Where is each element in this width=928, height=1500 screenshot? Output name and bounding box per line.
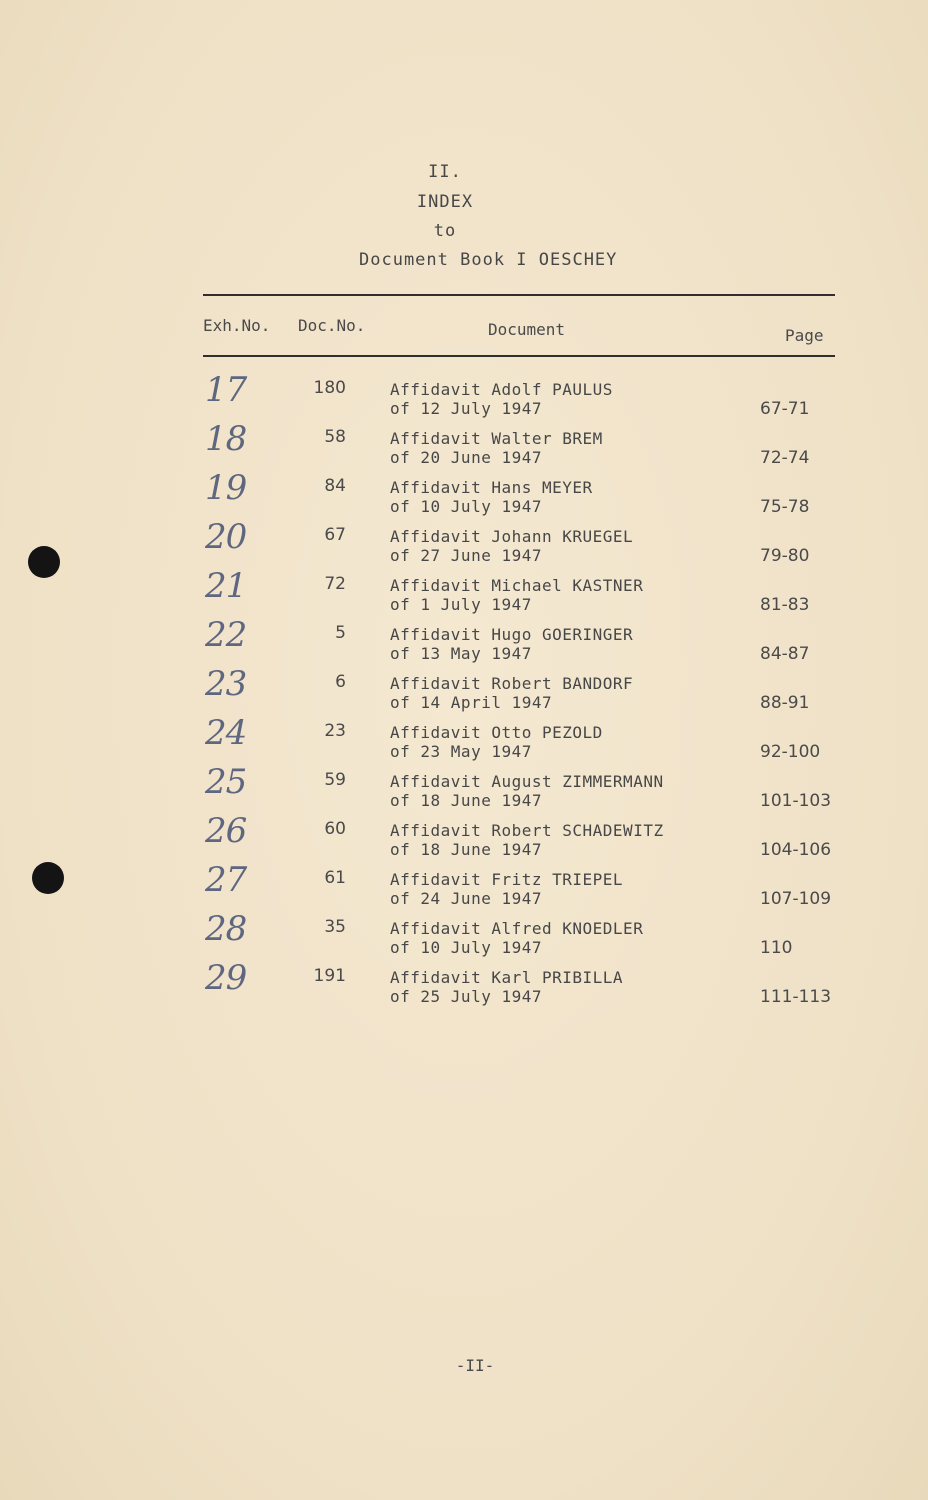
document-date: of 20 June 1947 — [390, 448, 542, 467]
exhibit-number: 28 — [205, 909, 247, 949]
document-title: Affidavit Michael KASTNER — [390, 576, 644, 595]
page-range: 88-91 — [760, 693, 810, 713]
table-row — [0, 468, 928, 525]
exhibit-number: 22 — [205, 615, 247, 655]
document-title: Affidavit Fritz TRIEPEL — [390, 870, 624, 889]
document-date: of 25 July 1947 — [390, 987, 542, 1006]
table-row — [0, 762, 928, 819]
page-footer: -II- — [455, 1356, 495, 1375]
document-number: 191 — [313, 966, 346, 986]
document-date: of 10 July 1947 — [390, 938, 542, 957]
exhibit-number: 29 — [205, 958, 247, 998]
page-range: 79-80 — [760, 546, 810, 566]
document-number: 23 — [324, 721, 346, 741]
document-number: 84 — [324, 476, 346, 496]
document-date: of 14 April 1947 — [390, 693, 553, 712]
document-title: Affidavit Hugo GOERINGER — [390, 625, 634, 644]
document-date: of 18 June 1947 — [390, 840, 542, 859]
document-title: Affidavit Robert BANDORF — [390, 674, 634, 693]
document-number: 60 — [324, 819, 346, 839]
exhibit-number: 27 — [205, 860, 247, 900]
page-range: 92-100 — [760, 742, 821, 762]
document-date: of 23 May 1947 — [390, 742, 532, 761]
exhibit-number: 24 — [205, 713, 247, 753]
page-range: 84-87 — [760, 644, 810, 664]
table-row — [0, 517, 928, 574]
document-number: 61 — [324, 868, 346, 888]
document-date: of 10 July 1947 — [390, 497, 542, 516]
exhibit-number: 20 — [205, 517, 247, 557]
document-date: of 24 June 1947 — [390, 889, 542, 908]
table-row — [0, 713, 928, 770]
page-range: 101-103 — [760, 791, 832, 811]
document-number: 35 — [324, 917, 346, 937]
document-number: 72 — [324, 574, 346, 594]
table-row — [0, 811, 928, 868]
document-date: of 27 June 1947 — [390, 546, 542, 565]
document-title: Affidavit Hans MEYER — [390, 478, 593, 497]
heading-to: to — [433, 221, 457, 241]
document-title: Affidavit Johann KRUEGEL — [390, 527, 634, 546]
exhibit-number: 19 — [205, 468, 247, 508]
page-range: 104-106 — [760, 840, 832, 860]
document-number: 59 — [324, 770, 346, 790]
document-title: Affidavit Alfred KNOEDLER — [390, 919, 644, 938]
document-date: of 13 May 1947 — [390, 644, 532, 663]
table-row — [0, 909, 928, 966]
column-header-exh-no: Exh.No. — [203, 316, 271, 335]
exhibit-number: 23 — [205, 664, 247, 704]
heading-document-book: Document Book I OESCHEY — [359, 250, 618, 270]
exhibit-number: 25 — [205, 762, 247, 802]
table-row — [0, 566, 928, 623]
exhibit-number: 17 — [205, 370, 247, 410]
document-number: 6 — [335, 672, 346, 692]
page-range: 75-78 — [760, 497, 810, 517]
page-range: 110 — [760, 938, 793, 958]
table-row — [0, 419, 928, 476]
column-header-page: Page — [785, 326, 824, 345]
column-header-document: Document — [488, 320, 566, 339]
table-row — [0, 860, 928, 917]
document-date: of 18 June 1947 — [390, 791, 542, 810]
document-date: of 12 July 1947 — [390, 399, 542, 418]
document-title: Affidavit Karl PRIBILLA — [390, 968, 624, 987]
document-number: 180 — [313, 378, 346, 398]
document-title: Affidavit Robert SCHADEWITZ — [390, 821, 664, 840]
exhibit-number: 26 — [205, 811, 247, 851]
heading-index: INDEX — [416, 192, 474, 212]
page-range: 111-113 — [760, 987, 832, 1007]
document-date: of 1 July 1947 — [390, 595, 532, 614]
page-range: 107-109 — [760, 889, 832, 909]
table-row — [0, 958, 928, 1015]
document-number: 58 — [324, 427, 346, 447]
top-rule — [203, 294, 835, 296]
page-range: 72-74 — [760, 448, 810, 468]
document-number: 67 — [324, 525, 346, 545]
exhibit-number: 21 — [205, 566, 247, 606]
document-title: Affidavit Adolf PAULUS — [390, 380, 613, 399]
header-rule — [203, 355, 835, 357]
table-row — [0, 615, 928, 672]
page-range: 67-71 — [760, 399, 810, 419]
table-row — [0, 370, 928, 427]
heading-roman-numeral: II. — [428, 162, 462, 182]
table-row — [0, 664, 928, 721]
document-title: Affidavit Otto PEZOLD — [390, 723, 603, 742]
document-title: Affidavit Walter BREM — [390, 429, 603, 448]
exhibit-number: 18 — [205, 419, 247, 459]
column-header-doc-no: Doc.No. — [298, 316, 366, 335]
document-number: 5 — [335, 623, 346, 643]
page-range: 81-83 — [760, 595, 810, 615]
document-title: Affidavit August ZIMMERMANN — [390, 772, 664, 791]
